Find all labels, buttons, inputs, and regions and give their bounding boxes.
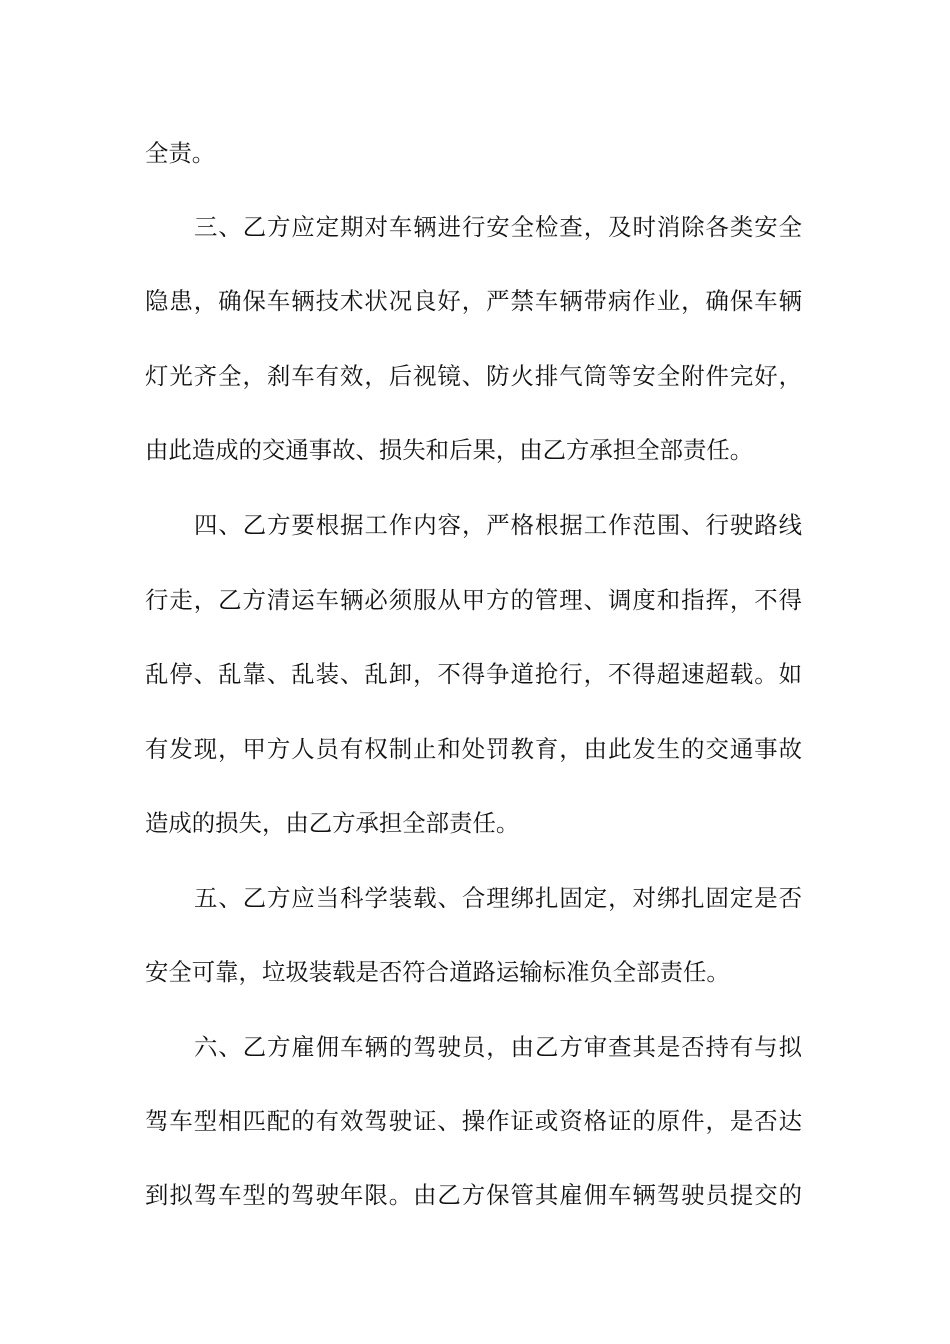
paragraph-3-line-3: 灯光齐全，刹车有效，后视镜、防火排气筒等安全附件完好， [145, 362, 802, 390]
paragraph-5-line-2: 安全可靠，垃圾装载是否符合道路运输标准负全部责任。 [145, 958, 730, 986]
paragraph-6-line-3: 到拟驾车型的驾驶年限。由乙方保管其雇佣车辆驾驶员提交的 [145, 1181, 802, 1209]
paragraph-6-line-2: 驾车型相匹配的有效驾驶证、操作证或资格证的原件，是否达 [145, 1107, 802, 1135]
paragraph-4-line-1: 四、乙方要根据工作内容，严格根据工作范围、行驶路线 [194, 511, 802, 539]
paragraph-6-line-1: 六、乙方雇佣车辆的驾驶员，由乙方审查其是否持有与拟 [194, 1033, 802, 1061]
paragraph-3-line-1: 三、乙方应定期对车辆进行安全检查，及时消除各类安全 [194, 213, 802, 241]
paragraph-4-line-4: 有发现，甲方人员有权制止和处罚教育，由此发生的交通事故 [145, 735, 802, 763]
paragraph-4-line-3: 乱停、乱靠、乱装、乱卸，不得争道抢行，不得超速超载。如 [145, 660, 802, 688]
paragraph-3-line-2: 隐患，确保车辆技术状况良好，严禁车辆带病作业，确保车辆 [145, 287, 802, 315]
paragraph-4-line-2: 行走，乙方清运车辆必须服从甲方的管理、调度和指挥，不得 [145, 586, 802, 614]
text-line-1: 全责。 [145, 139, 216, 167]
paragraph-4-line-5: 造成的损失，由乙方承担全部责任。 [145, 809, 520, 837]
paragraph-5-line-1: 五、乙方应当科学装载、合理绑扎固定，对绑扎固定是否 [194, 884, 802, 912]
paragraph-3-line-4: 由此造成的交通事故、损失和后果，由乙方承担全部责任。 [145, 436, 754, 464]
